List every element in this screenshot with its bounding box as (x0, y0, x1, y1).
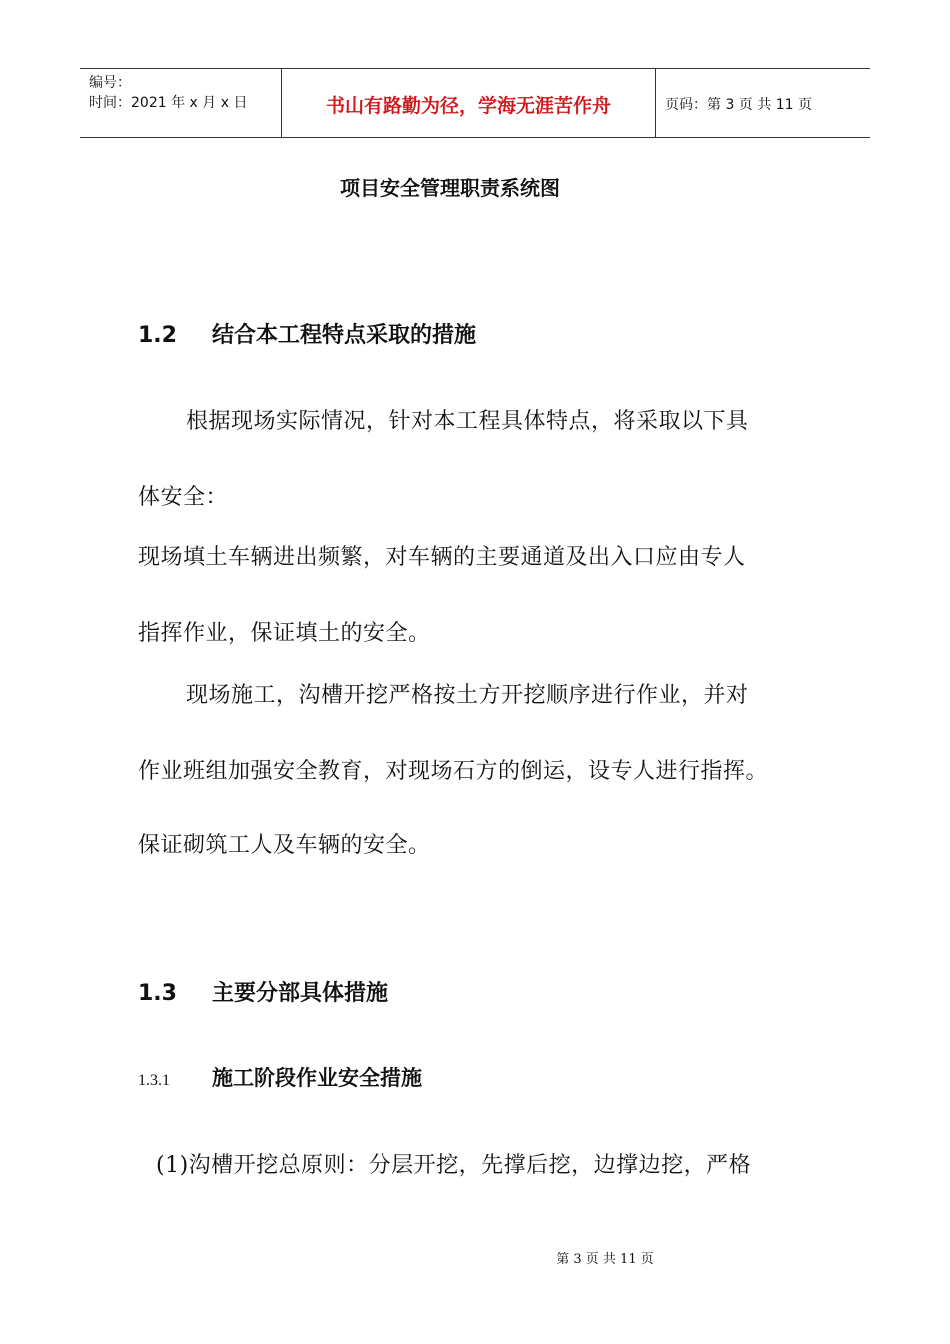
list-item: (1)沟槽开挖总原则：分层开挖，先撑后挖，边撑边挖，严格 (156, 1153, 752, 1178)
paragraph-line: 根据现场实际情况，针对本工程具体特点，将采取以下具 (186, 409, 749, 434)
section-number: 1.3 (138, 981, 177, 1006)
section-title: 结合本工程特点采取的措施 (212, 323, 477, 348)
section-heading-1-3 (138, 976, 388, 1007)
section-heading-1-2 (138, 318, 476, 349)
paragraph-line: 现场施工，沟槽开挖严格按土方开挖顺序进行作业，并对 (186, 683, 749, 708)
paragraph-line: 作业班组加强安全教育，对现场石方的倒运，设专人进行指挥。 (138, 759, 769, 784)
paragraph-line: 体安全： (138, 485, 229, 510)
header-page-cell (655, 69, 870, 137)
paragraph-line: 现场填土车辆进出频繁，对车辆的主要通道及出入口应由专人 (138, 545, 746, 570)
paragraph-line: 保证砌筑工人及车辆的安全。 (138, 833, 431, 858)
section-number: 1.2 (138, 323, 177, 348)
header-motto: 书山有路勤为径，学海无涯苦作舟 (325, 95, 611, 117)
document-title: 项目安全管理职责系统图 (340, 176, 560, 200)
page-footer: 第 3 页 共 11 页 (556, 1252, 654, 1267)
page-header (80, 68, 870, 138)
header-meta-cell (80, 69, 281, 137)
subsection-title: 施工阶段作业安全措施 (212, 1066, 422, 1090)
section-title: 主要分部具体措施 (212, 981, 389, 1006)
date-label: 时间：2021 年 x 月 x 日 (89, 95, 248, 111)
header-motto-cell (281, 69, 656, 137)
header-page-info: 页码：第 3 页 共 11 页 (665, 97, 812, 113)
paragraph-line: 指挥作业，保证填土的安全。 (138, 621, 431, 646)
subsection-number: 1.3.1 (138, 1072, 170, 1089)
serial-number-label: 编号： (89, 75, 131, 91)
subsection-heading-1-3-1 (138, 1062, 422, 1092)
